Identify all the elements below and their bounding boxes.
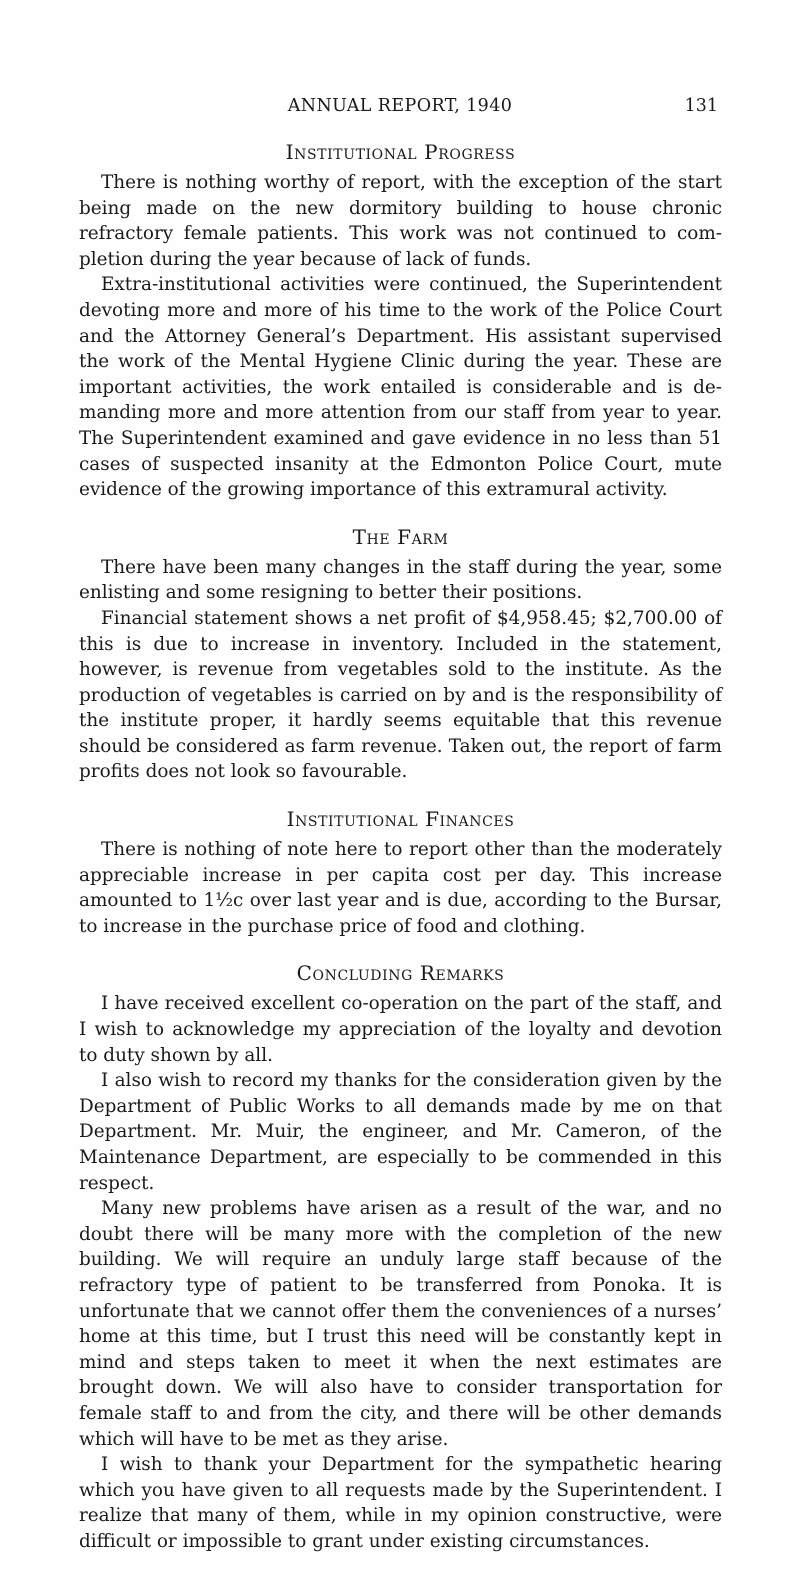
- paragraph: I have received excellent co-operation on the part of the staff, and I wish to acknowledge my appreciation of the loyalty and devotion to duty shown by all.: [79, 993, 722, 1066]
- section-institutional-finances: [79, 807, 722, 939]
- paragraph: Many new problems have arisen as a result of the war, and no doubt there will be many more with the completion of the new building. We will require an unduly large staff because of the refractory type of patient to be transferred from Ponoka. It is unfortunate that we cannot offer them the conveniences of a nurses’ home at this time, but I trust this need will be constantly kept in mind and steps taken to meet it when the next estimates are brought down. We will also have to consider transportation for female staff to and from the city, and there will be other demands which will have to be met as they arise.: [79, 1198, 722, 1450]
- paragraph: There is nothing worthy of report, with the exception of the start being made on the new dormitory building to house chronic refractory female patients. This work was not continued to completion during the year because of lack of funds.: [79, 172, 722, 270]
- paragraph: I wish to thank your Department for the sympathetic hearing which you have given to all requests made by the Superintendent. I realize that many of them, while in my opinion constructive, were difficult or impossible to grant under existing circumstances.: [79, 1454, 722, 1552]
- page-number: 131: [684, 96, 718, 116]
- section-heading: The Farm: [352, 524, 449, 549]
- section-concluding-remarks: [79, 961, 722, 1554]
- paragraph: Financial statement shows a net profit of $4,958.45; $2,700.00 of this is due to increase in inventory. Included in the statement, however, is revenue from vegetables sold to the institute. As the production of vegetables is carried on by and is the responsibility of the institute proper, it hardly seems equitable that this revenue should be considered as farm revenue. Taken out, the report of farm profits does not look so favourable.: [79, 607, 722, 783]
- page-body: [79, 140, 722, 1577]
- section-heading: Concluding Remarks: [296, 961, 505, 986]
- running-title: ANNUAL REPORT, 1940: [287, 96, 513, 116]
- running-header: [0, 96, 800, 120]
- paragraph: I also wish to record my thanks for the consideration given by the Department of Public Works to all demands made by me on that Department. Mr. Muir, the engineer, and Mr. Cameron, of the Maintenance Department, are especially to be commended in this respect.: [79, 1070, 722, 1194]
- paragraph: There have been many changes in the staff during the year, some enlisting and some resigning to better their positions.: [79, 556, 722, 604]
- section-heading: Institutional Progress: [285, 140, 516, 164]
- section-heading: Institutional Finances: [286, 807, 515, 832]
- paragraph: Extra-institutional activities were continued, the Superintendent devoting more and more of his time to the work of the Police Court and the Attorney General’s Department. His assistant supervised the work of the Mental Hygiene Clinic during the year. These are important activities, the work entailed is considerable and is demanding more and more attention from our staff from year to year. The Superintendent examined and gave evidence in no less than 51 cases of suspected insanity at the Edmonton Police Court, mute evidence of the growing importance of this extramural activity.: [79, 274, 722, 501]
- paragraph: There is nothing of note here to report other than the moderately appreciable increase in per capita cost per day. This increase amounted to 1½c over last year and is due, according to the Bursar, to increase in the purchase price of food and clothing.: [79, 839, 722, 937]
- section-the-farm: [79, 525, 722, 785]
- section-institutional-progress: [79, 140, 722, 503]
